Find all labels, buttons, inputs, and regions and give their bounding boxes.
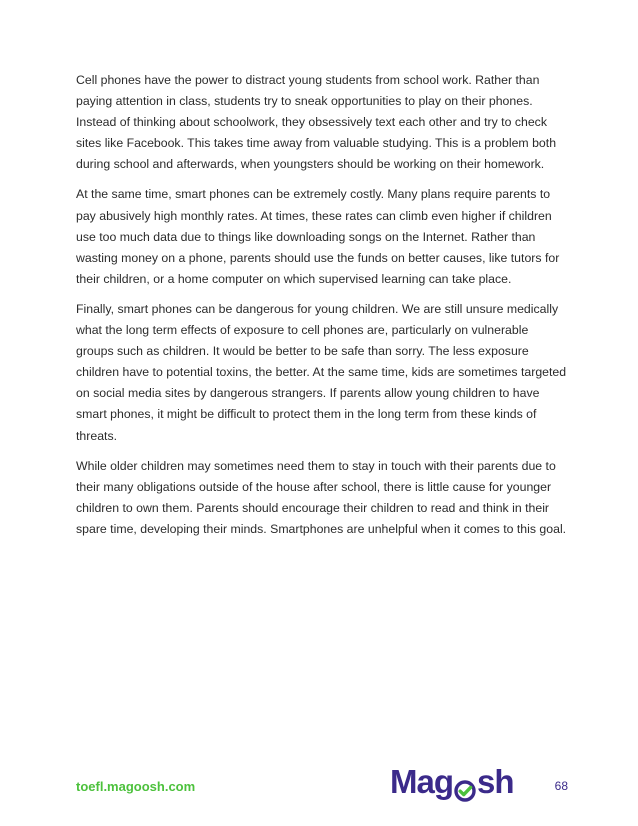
logo-text-start: Mag bbox=[390, 763, 453, 800]
paragraph-1: Cell phones have the power to distract young students from school work. Rather than paying attention in class, students try to sneak opportunities to play on their phones. Instead of thinking about schoolwork, they obsessively text each other and try to check sites like Facebook. This takes time away from valuable studying. This is a problem both during school and afterwards, when youngsters should be working on their homework. bbox=[76, 73, 557, 172]
magoosh-logo bbox=[390, 764, 514, 800]
footer-website-link[interactable]: toefl.magoosh.com bbox=[76, 779, 196, 794]
checkmark-circle-icon bbox=[454, 772, 476, 794]
paragraph-2: At the same time, smart phones can be extremely costly. Many plans require parents to pay abusively high monthly rates. At times, these rates can climb even higher if children use too much data due to things like downloading songs on the Internet. Rather than wasting money on a phone, parents should use the funds on better causes, like tutors for their children, or a home computer on which supervised learning can take place. bbox=[76, 187, 560, 286]
paragraph-3: Finally, smart phones can be dangerous for young children. We are still unsure medically what the long term effects of exposure to cell phones are, particularly on vulnerable groups such as children. It would be better to be safe than sorry. The less exposure children have to potential toxins, the better. At the same time, kids are sometimes targeted on social media sites by dangerous strangers. If parents allow young children to have smart phones, it might be difficult to protect them in the long term from these kinds of threats. bbox=[76, 301, 567, 443]
page-number: 68 bbox=[554, 779, 568, 793]
page-footer bbox=[76, 764, 568, 804]
logo-text-end: sh bbox=[477, 763, 514, 800]
body-text bbox=[76, 70, 568, 549]
paragraph-4: While older children may sometimes need them to stay in touch with their parents due to their many obligations outside of the house after school, there is little cause for younger children to own them. Parents should encourage their children to read and think in their spare time, developing their minds. Smartphones are unhelpful when it comes to this goal. bbox=[76, 458, 567, 536]
